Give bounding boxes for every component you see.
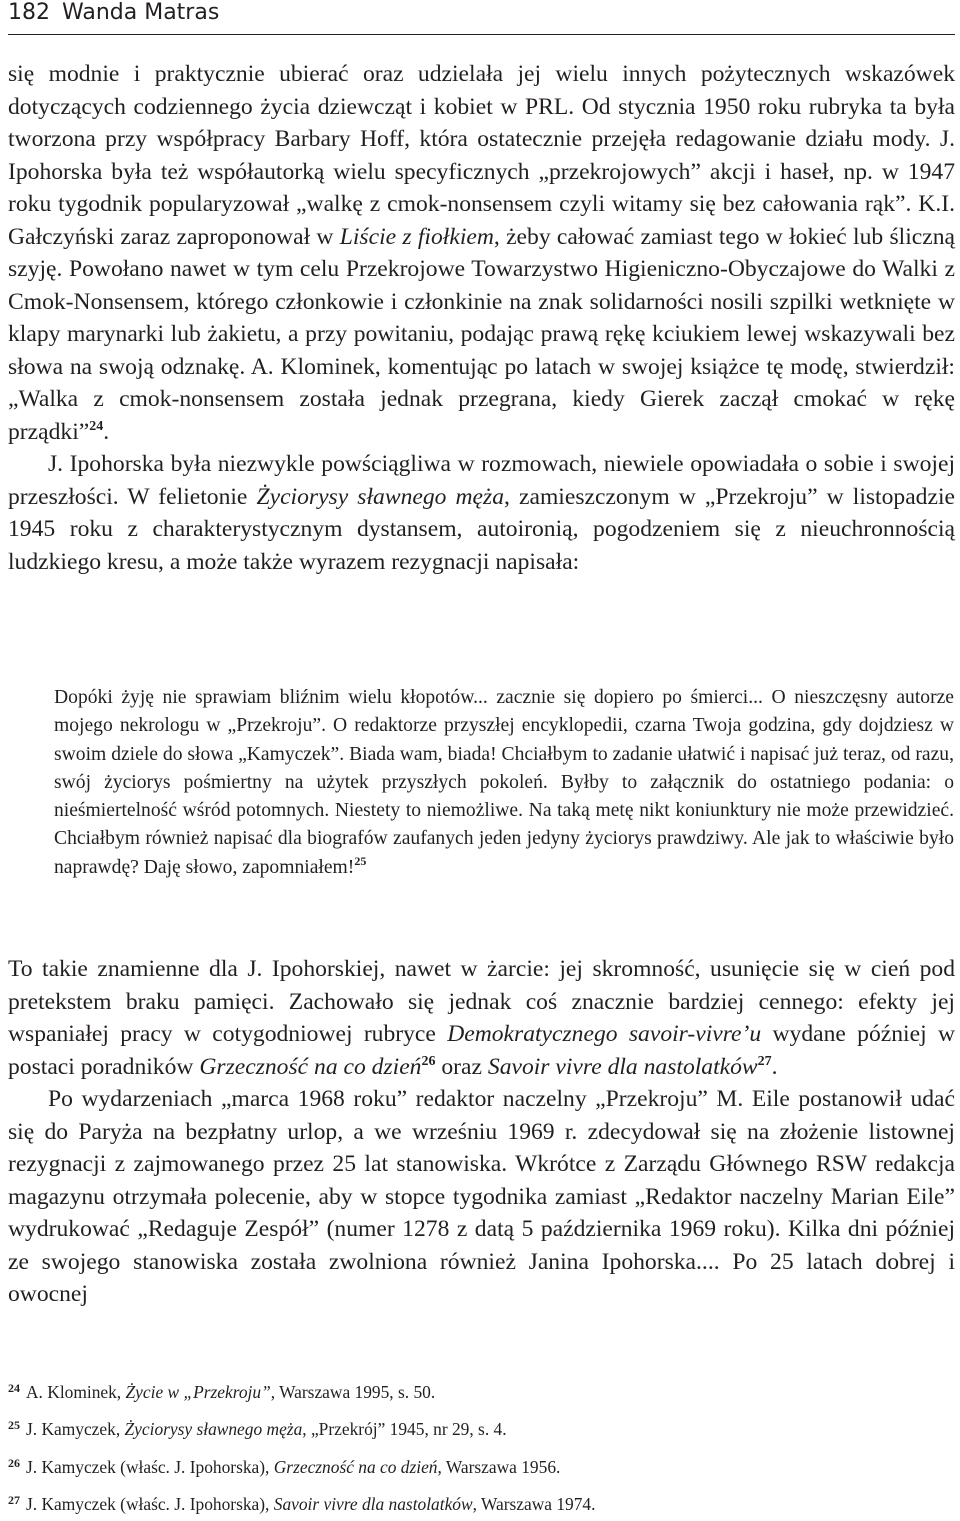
main-text-bottom <box>8 953 955 1311</box>
footnote: $^{27}$ J. Kamyczek (właśc. J. Ipohorska), Savoir vivre dla nastolatków, Warszawa 1974. <box>8 1492 596 1514</box>
footnote-ref-25: 25 <box>354 853 367 868</box>
paragraph-4: Po wydarzeniach „marca 1968 roku” redaktor naczelny „Przekroju” M. Eile postanowił udać się do Paryża na bezpłatny urlop, a we wrześniu 1969 r. zdecydował się na złożenie listownej rezygnacji z zajmowanego przez 25 lat stanowiska. Wkrótce z Zarządu Głównego RSW redakcja magazynu otrzymała polecenie, aby w stopce tygodnika zamiast „Redaktor naczelny Marian Eile” wydrukować „Redaguje Zespół” (numer 1278 z datą 5 października 1969 roku). Kilka dni później ze swojego stanowiska została zwolniona również Janina Ipohorska.... Po 25 latach dobrej i owocnej <box>8 1086 955 1307</box>
footnotes <box>8 1372 955 1521</box>
footnote-ref-27: 27 <box>757 1053 772 1069</box>
paragraph-2: J. Ipohorska była niezwykle powściągliwa w rozmowach, niewiele opowiadała o sobie i swojej przeszłości. W felietonie Życiorysy sławnego męża, zamieszczonym w „Przekroju” w listopadzie 1945 roku z charakterystycznym dystansem, autoironią, pogodzeniem się z nieuchronnością ludzkiego kresu, a może także wyrazem rezygnacji napisała: <box>8 451 955 575</box>
running-title: Wanda Matras <box>62 0 220 25</box>
paragraph-3: To takie znamienne dla J. Ipohorskiej, nawet w żarcie: jej skromność, usunięcie się w cień pod pretekstem braku pamięci. Zachowało się jednak coś znacznie bardziej cennego: efekty jej wspaniałej pracy w cotygodniowej rubryce Demokratycznego savoir-vivre’u wydane później w postaci poradników Grzeczność na co dzień$^{26}$ oraz Savoir vivre dla nastolatków$^{27}$. <box>8 956 955 1080</box>
main-text-top <box>8 58 955 578</box>
footnote: $^{25}$ J. Kamyczek, Życiorysy sławnego męża, „Przekrój” 1945, nr 29, s. 4. <box>8 1418 507 1440</box>
block-quote: Dopóki żyję nie sprawiam bliźnim wielu kłopotów... zacznie się dopiero po śmierci... O nieszczęsny autorze mojego nekrologu w „Przekroju”. O redaktorze przyszłej encyklopedii, czarna Twoja godzina, gdy dojdziesz w swoim dziele do słowa „Kamyczek”. Biada wam, biada! Chciałbym to zadanie ułatwić i napisać już teraz, od razu, swój życiorys pośmiertny na użytek przyszłych pokoleń. Byłby to załącznik do ostatniego podania: o nieśmiertelność wśród potomnych. Niestety to niemożliwe. Na taką metę nikt koniunktury nie może przewidzieć. Chciałbym również napisać dla biografów zaufanych jeden jedyny życiorys prawdziwy. Ale jak to właściwie było naprawdę? Daję słowo, zapomniałem!$^{25}$ <box>54 687 954 878</box>
footnote: $^{24}$ A. Klominek, Życie w „Przekroju”, Warszawa 1995, s. 50. <box>8 1381 436 1402</box>
footnote: $^{26}$ J. Kamyczek (właśc. J. Ipohorska), Grzeczność na co dzień, Warszawa 1956. <box>8 1455 561 1477</box>
paragraph-1: się modnie i praktycznie ubierać oraz udzielała jej wielu innych pożytecznych wskazówek dotyczących codziennego życia dziewcząt i kobiet w PRL. Od stycznia 1950 roku rubryka ta była tworzona przy współpracy Barbary Hoff, która ostatecznie przejęła redagowanie działu mody. J. Ipohorska była też współautorką wielu specyficznych „przekrojowych” akcji i haseł, np. w 1947 roku tygodnik popularyzował „walkę z cmok-nonsensem czyli witamy się bez całowania rąk”. K.I. Gałczyński zaraz zaproponował w Liście z fiołkiem, żeby całować zamiast tego w łokieć lub śliczną szyję. Powołano nawet w tym celu Przekrojowe Towarzystwo Higieniczno-Obyczajowe do Walki z Cmok-Nonsensem, którego członkowie i członkinie na znak solidarności nosili szpilki wetknięte w klapy marynarki lub żakietu, a przy powitaniu, podając prawą rękę kciukiem lewej wskazywali bez słowa na swoją odznakę. A. Klominek, komentując po latach w swojej książce tę modę, stwierdził: „Walka z cmok-nonsensem została jednak przegrana, kiedy Gierek zaczął cmokać w rękę prządki”$^{24}$. <box>8 61 955 445</box>
footnote-ref-26: 26 <box>421 1053 436 1069</box>
footnote-ref-24: 24 <box>89 418 104 434</box>
running-header <box>8 0 955 35</box>
page-number: 182 <box>8 0 50 25</box>
